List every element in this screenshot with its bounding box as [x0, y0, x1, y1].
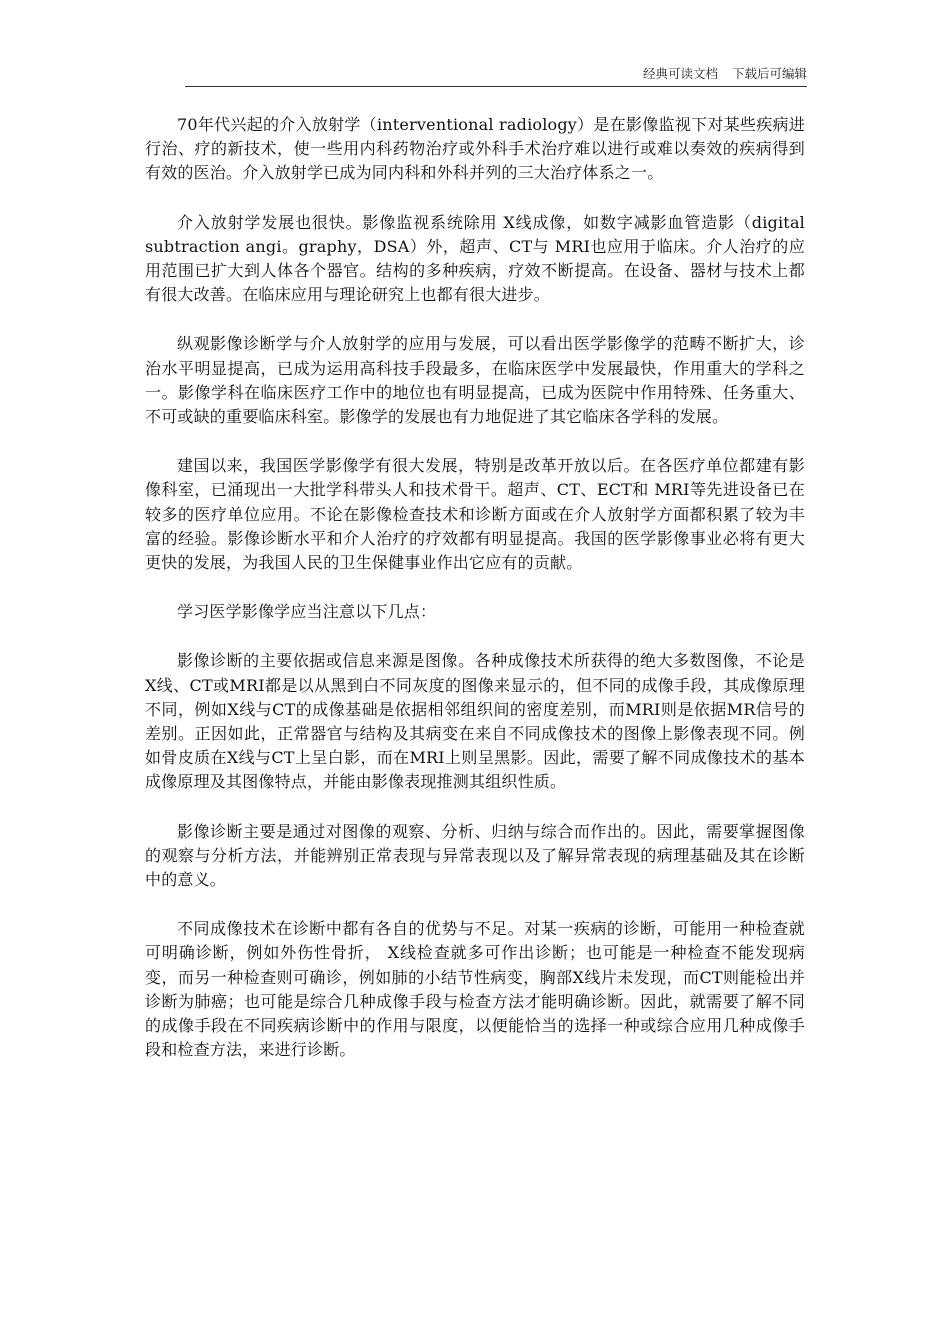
paragraph-national-progress: 建国以来，我国医学影像学有很大发展，特别是改革开放以后。在各医疗单位都建有影像科室，已涌现出一大批学科带头人和技术骨干。超声、CT、ECT和 MRI等先进设备已在较多的医疗单位应用。不论在影像检查技术和诊断方面或在介人放射学方面都积累了较为丰富的经验。影像诊断水平和介人治疗的疗效都有明显提高。我国的医学影像事业必将有更大更快的发展，为我国人民的卫生保健事业作出它应有的贡献。: [145, 456, 805, 573]
paragraph-modality-comparison: 不同成像技术在诊断中都有各自的优势与不足。对某一疾病的诊断，可能用一种检查就可明确诊断，例如外伤性骨折， X线检查就多可作出诊断；也可能是一种检查不能发现病变，而另一种检查则可确诊，例如肺的小结节性病变，胸部X线片未发现，而CT则能检出并诊断为肺癌；也可能是综合几种成像手段与检查方法才能明确诊断。因此，就需要了解不同的成像手段在不同疾病诊断中的作用与限度，以便能恰当的选择一种或综合应用几种成像手段和检查方法，来进行诊断。: [145, 919, 805, 1060]
paragraph-study-points-heading: 学习医学影像学应当注意以下几点：: [177, 602, 437, 622]
header-right-text: 下载后可编辑: [731, 66, 807, 81]
page-header: [185, 64, 807, 87]
paragraph-image-basis: 影像诊断的主要依据或信息来源是图像。各种成像技术所获得的绝大多数图像，不论是 X线、CT或MRI都是以从黑到白不同灰度的图像来显示的，但不同的成像手段，其成像原理不同，例如X线与CT的成像基础是依据相邻组织间的密度差别，而MRI则是依据MR信号的差别。正因如此，正常器官与结构及其病变在来自不同成像技术的图像上影像表现不同。例如骨皮质在X线与CT上呈白影，而在MRI上则呈黑影。因此，需要了解不同成像技术的基本成像原理及其图像特点，并能由影像表现推测其组织性质。: [145, 651, 805, 792]
paragraph-overview: 纵观影像诊断学与介人放射学的应用与发展，可以看出医学影像学的范畴不断扩大，诊治水平明显提高，已成为运用高科技手段最多，在临床医学中发展最快，作用重大的学科之一。影像学科在临床医疗工作中的地位也有明显提高，已成为医院中作用特殊、任务重大、不可或缺的重要临床科室。影像学的发展也有力地促进了其它临床各学科的发展。: [145, 334, 805, 427]
document-body: [145, 113, 805, 1088]
paragraph-image-analysis: 影像诊断主要是通过对图像的观察、分析、归纳与综合而作出的。因此，需要掌握图像的观察与分析方法，并能辨别正常表现与异常表现以及了解异常表现的病理基础及其在诊断中的意义。: [145, 821, 805, 890]
paragraph-intro-interventional-radiology: 70年代兴起的介入放射学（interventional radiology）是在影像监视下对某些疾病进行治、疗的新技术，使一些用内科药物治疗或外科手术治疗难以进行或难以奏效的疾病得到有效的医治。介入放射学已成为同内科和外科并列的三大治疗体系之一。: [145, 115, 805, 183]
paragraph-development: 介入放射学发展也很快。影像监视系统除用 X线成像，如数字减影血管造影（digital subtraction angi。graphy，DSA）外，超声、CT与 MRI也应用于临床。介人治疗的应用范围已扩大到人体各个器官。结构的多种疾病，疗效不断提高。在设备、器材与技术上都有很大改善。在临床应用与理论研究上也都有很大进步。: [145, 212, 805, 305]
header-left-text: 经典可读文档: [642, 66, 718, 81]
